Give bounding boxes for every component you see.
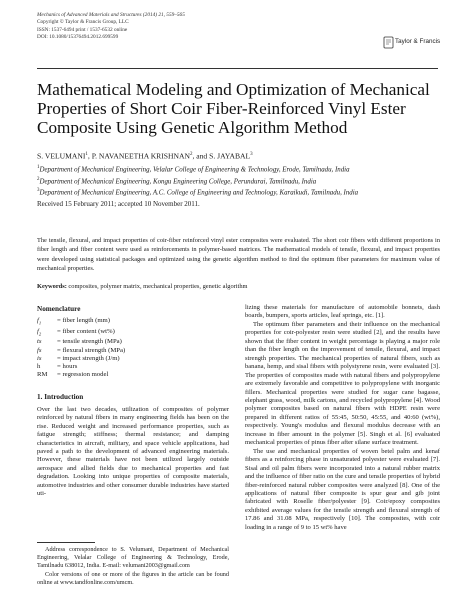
correspondence-note: Address correspondence to S. Velumani, Department of Mechanical Engineering, Velalar College of Engineering & Technology, Erode, Tamilnadu 638012, India. E-mail: velumani2003@gmail.com [37, 546, 229, 570]
nomenclature-row: ts = tensile strength (MPa) [37, 338, 122, 346]
nomenclature-row: $f_2$ = fiber content (wt%) [37, 327, 115, 336]
article-title [37, 80, 442, 137]
nomenclature-heading: Nomenclature [37, 305, 81, 313]
left-column [37, 304, 229, 499]
footnotes [37, 546, 229, 587]
keywords-label: Keywords: [37, 283, 67, 290]
copyright-line: Copyright © Taylor & Francis Group, LLC [37, 19, 129, 26]
header-rule [37, 68, 438, 69]
doi-line[interactable]: DOI: 10.1080/15376494.2012.699599 [37, 34, 119, 41]
publisher-name: Taylor & Francis [395, 38, 441, 45]
nomenclature-row: RM = regression model [37, 371, 109, 379]
introduction-paragraph: Over the last two decades, utilization of composites of polymer reinforced by natural fibers in many engineering fields has been on the rise. Reduced weight and increased performance properties, such as fatigue strength; stiffness; thermal resistance; and damping characteristics in aircraft, military, and space vehicle applications, had paved a path to the development of advanced engineering materials. However, these materials have not been utilized largely outside aerospace and allied fields due to mechanical properties and fast degradation. Looking into unique properties of composite materials, automotive industries and other consumer durable industries have started uti- [37, 405, 229, 498]
author-list [37, 150, 442, 161]
affiliation-1: $^1$Department of Mechanical Engineering, Velalar College of Engineering & Technology, Erode, Tamilnadu, India [37, 165, 350, 174]
color-figures-note: Color versions of one or more of the figures in the article can be found online at www.tandfonline.com/umcm. [37, 570, 229, 586]
author-3-mark: 3 [250, 152, 253, 157]
author-2: , P. NAVANEETHA KRISHNAN [87, 151, 190, 161]
author-1: S. VELUMANI [37, 151, 86, 161]
author-1-mark: 1 [85, 152, 88, 157]
nomenclature-row: is = impact strength (J/m) [37, 354, 120, 362]
abstract: The tensile, flexural, and impact properties of coir-fiber reinforced vinyl ester composites were evaluated. The short coir fibers with different proportions in fiber length and fiber content were used as reinforcements in polymer-based matrices. The mathematical models of tensile, flexural, and impact properties were developed using statistical packages and optimized using the genetic algorithm method to find the optimum fiber parameters for maximum value of mechanical properties. [37, 237, 440, 273]
introduction-heading: 1. Introduction [37, 392, 84, 401]
keywords [37, 282, 440, 291]
body-paragraph-3: The use and mechanical properties of woven betel palm and kenaf fibers as a reinforcing phase in unsaturated polyester were evaluated [7]. Sisal and oil palm fibers were incorporated into a natural rubber matrix and the influence of fiber ratio on the cure and tensile properties of hybrid fiber-reinforced natural rubber composites were analyzed [8]. One of the applications of natural fiber composite is spur gear and gib joint fabricated with Roselle fiber/polyester [9]. Coir/epoxy composites exhibited average values for the tensile strength and flexural strength of 17.86 and 31.08 MPa, respectively [10]. The composites, with coir loading in a range of 9 to 15 wt% have [245, 447, 440, 531]
journal-info [37, 12, 337, 42]
affiliations [37, 163, 442, 198]
received-dates: Received 15 February 2011; accepted 10 November 2011. [37, 200, 200, 208]
nomenclature-row: $f_1$ = fiber length (mm) [37, 317, 110, 326]
publisher-logo [383, 36, 443, 50]
journal-citation: Mechanics of Advanced Materials and Structures (2014) 21, 559–565 [37, 12, 185, 18]
body-paragraph-1: lizing these materials for manufacture of automobile bonnets, dash boards, bumpers, sports articles, leaf springs, etc. [1]. [245, 304, 440, 320]
title-line-2: Properties of Short Coir Fiber-Reinforced Vinyl Ester [37, 99, 406, 118]
nomenclature-row: h = hours [37, 363, 78, 371]
issn-line: ISSN: 1537-6494 print / 1537-6532 online [37, 26, 128, 33]
author-2-mark: 2 [189, 152, 193, 157]
body-paragraph-2: The optimum fiber parameters and their influence on the mechanical properties for coir-polyester resin were studied [2], and the results have shown that the fiber content in weight percentage is playing a major role than the fiber length on the improvement of tensile, flexural, and impact strength properties. The mechanical properties of natural fibers, such as banana, hemp, and sisal fibers with polystyrene resin, were evaluated [3]. The properties of composites made with natural fibers and polypropylene are extremely favorable and competitive to polypropylene with inorganic fillers. Mechanical properties were studied for sugar cane bagasse, elephant grass, wood, milk cartons, and recycled polypropylene [4]. Wood polymer composites based on natural fibers with HDPE resin were prepared in different ratios of 55:45, 50:50, 45:55, and 40:60 (wt%), respectively. Young's modulus and flexural modulus decrease with an increase in fiber amount in the polymer [5]. Singh et al. [6] evaluated mechanical properties of pinus fiber after silane surface treatment. [245, 320, 440, 447]
affiliation-2: $^2$Department of Mechanical Engineering, Kongu Engineering College, Perundurai, Tamilnadu, India [37, 176, 317, 185]
nomenclature-row: fs = flexural strength (MPa) [37, 346, 126, 354]
title-line-3: Composite Using Genetic Algorithm Method [37, 118, 348, 137]
right-column [245, 304, 440, 532]
keywords-text: composites, polymer matrix, mechanical properties, genetic algorithm [66, 283, 248, 290]
title-line-1: Mathematical Modeling and Optimization of Mechanical [37, 80, 430, 99]
author-3: , and S. JAYABAL [192, 151, 251, 161]
nomenclature-list [37, 317, 229, 380]
footnote-rule [37, 542, 95, 543]
affiliation-3: $^3$Department of Mechanical Engineering, A.C. College of Engineering and Technology, Karaikudi, Tamilnadu, India [37, 188, 359, 197]
publisher-icon [383, 36, 394, 49]
